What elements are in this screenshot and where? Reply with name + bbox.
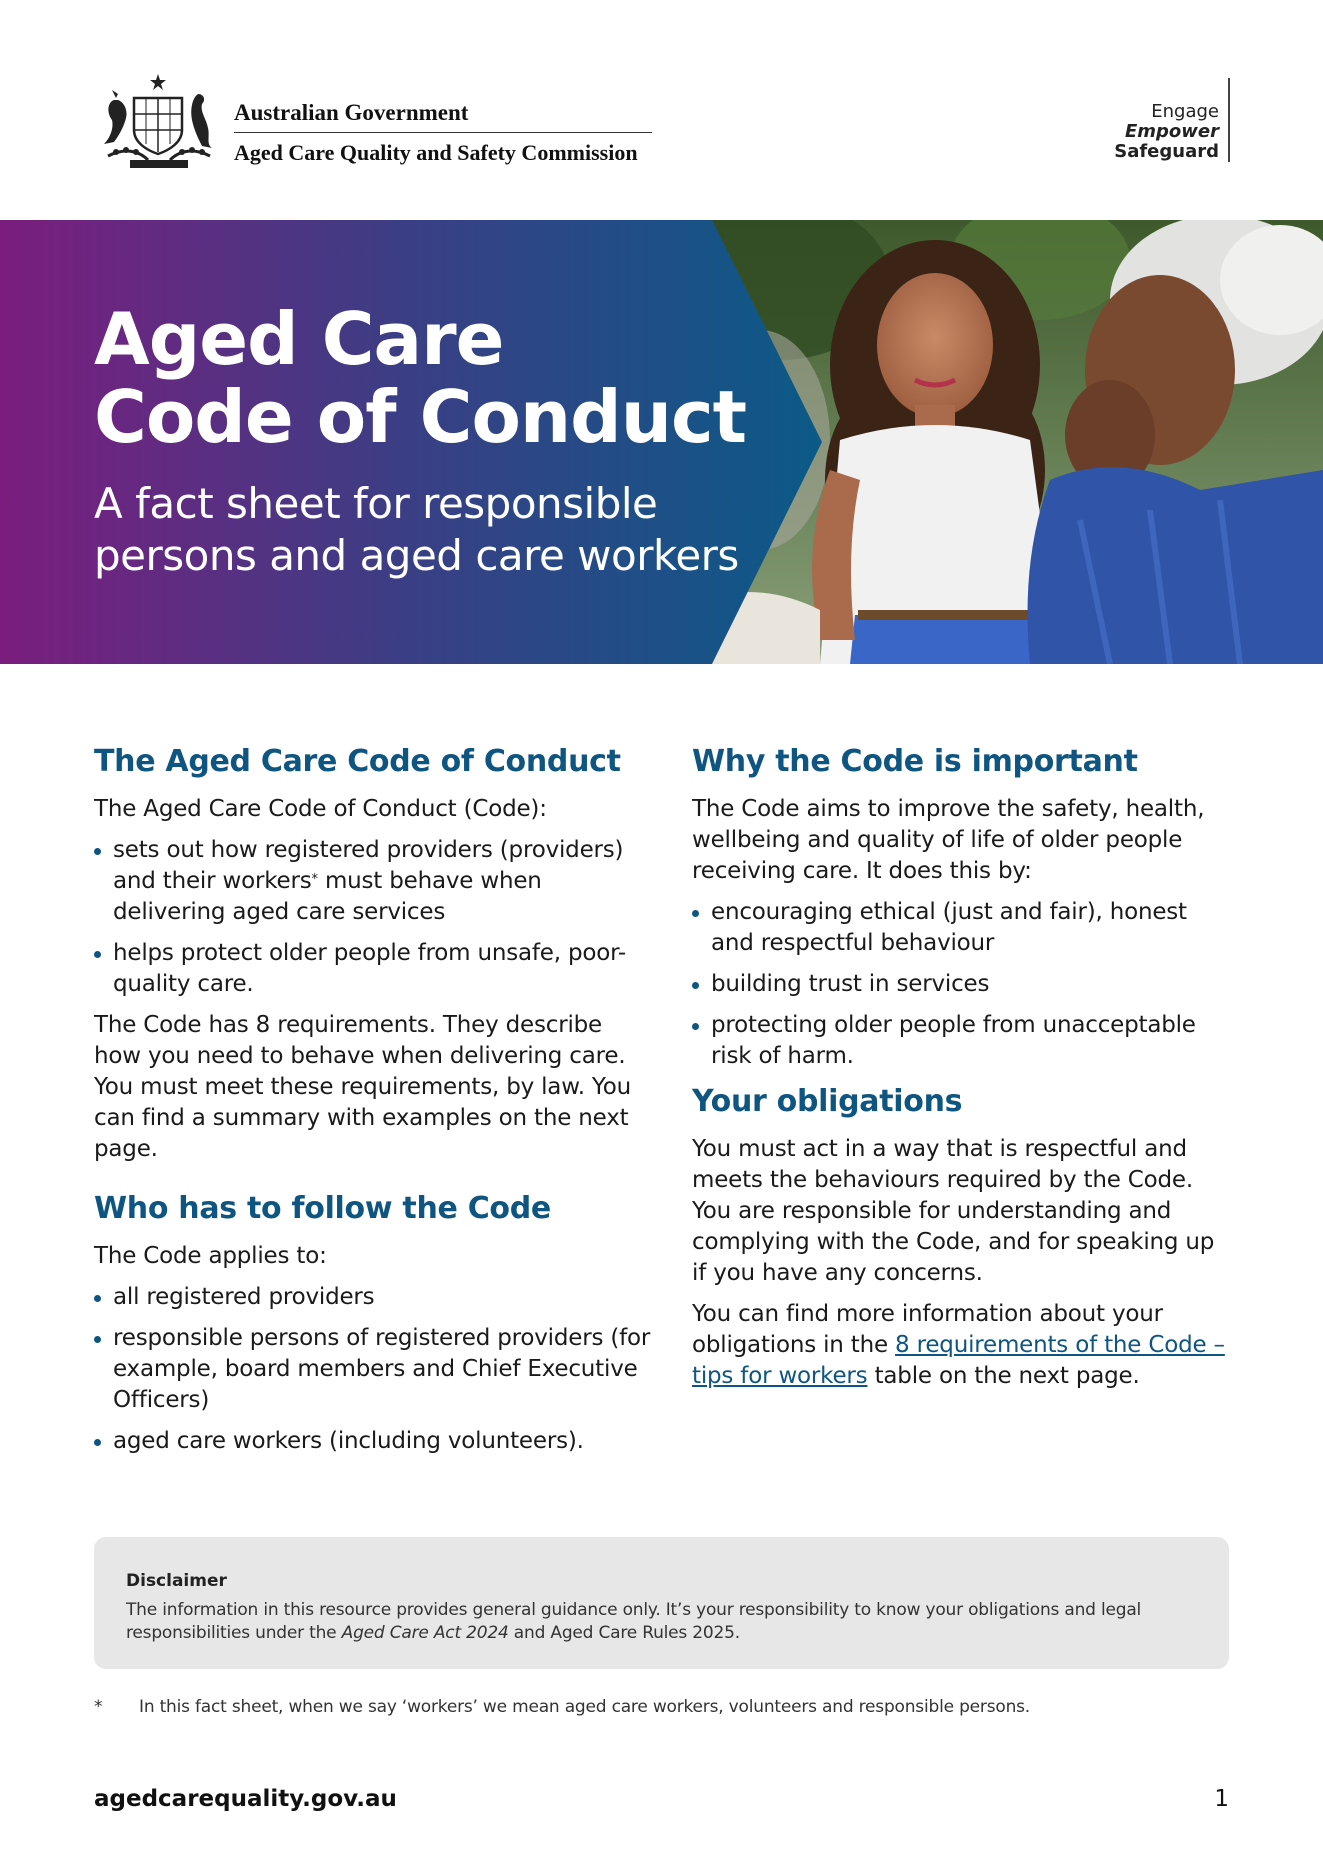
- more-info-text: You can find more information about your obligations in the: [692, 1301, 1163, 1358]
- footnote-marker: *: [94, 1697, 103, 1717]
- tagline-engage: Engage: [1151, 101, 1219, 122]
- code-bullet-list: [94, 835, 654, 1000]
- disclaimer-text-end: and Aged Care Rules 2025.: [508, 1623, 740, 1643]
- hero-title-line-2: Code of Conduct: [94, 375, 747, 459]
- list-item: [94, 938, 654, 1000]
- bullet-text: aged care workers (including volunteers).: [113, 1428, 584, 1454]
- bullet-text: helps protect older people from unsafe, poor-quality care.: [113, 940, 626, 997]
- why-intro: The Code aims to improve the safety, health, wellbeing and quality of life of older people receiving care. It does this by:: [692, 796, 1205, 884]
- page-number: 1: [1214, 1786, 1229, 1812]
- more-info-text-cont: table on the next page.: [867, 1363, 1140, 1389]
- bullet-icon: [692, 910, 699, 917]
- disclaimer-box: [94, 1537, 1229, 1669]
- footnote-text: In this fact sheet, when we say ‘workers’ we mean aged care workers, volunteers and responsible persons.: [139, 1697, 1030, 1717]
- disclaimer-text-start: The information in this resource provides general guidance only. It’s your responsibility to know your obligations and legal responsibilities under the: [126, 1600, 1142, 1643]
- tagline-empower: Empower: [1124, 121, 1219, 142]
- bullet-icon: [94, 848, 101, 855]
- hero-title: [94, 297, 747, 459]
- bullet-icon: [94, 1439, 101, 1446]
- bullet-text-cont: must behave when delivering aged care services: [113, 868, 542, 925]
- bullet-icon: [94, 1295, 101, 1302]
- tagline: [1114, 102, 1219, 162]
- heading-why-important: Why the Code is important: [692, 744, 1138, 779]
- footnote-marker: *: [311, 872, 318, 887]
- list-item: [94, 1323, 654, 1416]
- why-bullet-list: [692, 897, 1232, 1072]
- bullet-text: encouraging ethical (just and fair), honest and respectful behaviour: [711, 899, 1187, 956]
- list-item: [94, 1282, 654, 1313]
- applies-intro: The Code applies to:: [94, 1243, 327, 1269]
- bullet-icon: [94, 1336, 101, 1343]
- hero-title-line-1: Aged Care: [94, 297, 504, 381]
- heading-who-follows: Who has to follow the Code: [94, 1191, 551, 1226]
- hero-subtitle-line-1: A fact sheet for responsible: [94, 479, 658, 528]
- bullet-text: protecting older people from unacceptable risk of harm.: [711, 1012, 1196, 1069]
- disclaimer-heading: Disclaimer: [126, 1571, 227, 1591]
- left-column: [94, 742, 654, 1467]
- disclaimer-text: [126, 1599, 1197, 1645]
- more-info-paragraph: [692, 1299, 1232, 1392]
- agency-name: Aged Care Quality and Safety Commission: [234, 140, 638, 165]
- bullet-icon: [94, 951, 101, 958]
- applies-bullet-list: [94, 1282, 654, 1457]
- list-item: [692, 897, 1232, 959]
- heading-obligations: Your obligations: [692, 1084, 963, 1119]
- disclaimer-act-name: Aged Care Act 2024: [341, 1623, 509, 1643]
- tagline-safeguard: Safeguard: [1114, 141, 1219, 162]
- requirements-tips-link[interactable]: 8 requirements of the Code – tips for workers: [692, 1332, 1225, 1389]
- hero-subtitle: [94, 478, 739, 582]
- code-intro: The Aged Care Code of Conduct (Code):: [94, 796, 547, 822]
- tagline-divider: [1228, 78, 1230, 162]
- list-item: [94, 835, 654, 928]
- list-item: [692, 969, 1232, 1000]
- bullet-text: all registered providers: [113, 1284, 375, 1310]
- government-name: Australian Government: [234, 100, 469, 125]
- bullet-text: building trust in services: [711, 971, 990, 997]
- bullet-text: responsible persons of registered providers (for example, board members and Chief Executive Officers): [113, 1325, 651, 1413]
- bullet-text: sets out how registered providers (providers) and their workers: [113, 837, 624, 894]
- list-item: [94, 1426, 654, 1457]
- header-divider: [234, 132, 652, 133]
- heading-code-of-conduct: The Aged Care Code of Conduct: [94, 744, 621, 779]
- hero-banner: [0, 220, 1323, 664]
- obligations-paragraph: You must act in a way that is respectful and meets the behaviours required by the Code. You are responsible for understanding and complying with the Code, and for speaking up if you have any concerns.: [692, 1136, 1215, 1286]
- list-item: [692, 1010, 1232, 1072]
- requirements-paragraph: The Code has 8 requirements. They describe how you need to behave when delivering care. You must meet these requirements, by law. You can find a summary with examples on the next page.: [94, 1012, 631, 1162]
- bullet-icon: [692, 1023, 699, 1030]
- website-url: agedcarequality.gov.au: [94, 1786, 397, 1812]
- hero-subtitle-line-2: persons and aged care workers: [94, 531, 739, 580]
- right-column: [692, 742, 1232, 1402]
- bullet-icon: [692, 982, 699, 989]
